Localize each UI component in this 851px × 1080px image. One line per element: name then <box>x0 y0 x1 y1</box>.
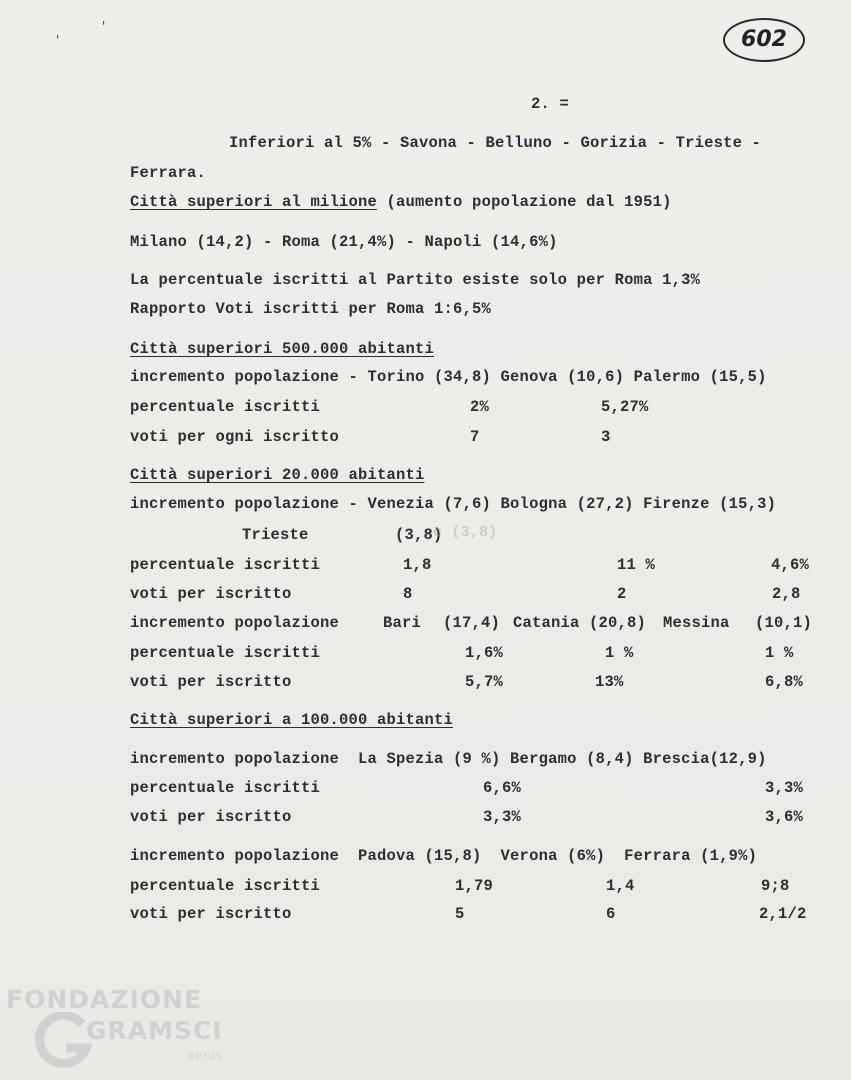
section2-pct-torino: 2% <box>470 398 490 416</box>
section4-heading: Città superiori a 100.000 abitanti <box>130 711 454 729</box>
section3-pct-bologna: 11 % <box>617 556 656 574</box>
section3-votes-label: voti per iscritto <box>130 585 292 603</box>
section3-city-bari: Bari <box>383 614 422 632</box>
section4-pct-padova: 1,79 <box>455 877 494 895</box>
ink-mark: ' <box>100 20 108 34</box>
section2-votes-genova: 3 <box>601 428 611 446</box>
section4-votes-brescia: 3,6% <box>765 808 804 826</box>
section3-votes-firenze: 2,8 <box>772 585 801 603</box>
section4-votes-ferrara: 2,1/2 <box>759 905 807 923</box>
section2-votes-torino: 7 <box>470 428 480 446</box>
section1-heading: Città superiori al milione <box>130 193 378 211</box>
section2-heading: Città superiori 500.000 abitanti <box>130 340 435 358</box>
section2-increment-row: incremento popolazione - Torino (34,8) Genova (10,6) Palermo (15,5) <box>130 368 767 386</box>
section3-value-bari: (17,4) <box>443 614 501 632</box>
section4-votes-verona: 6 <box>606 905 616 923</box>
section4-votes-label: voti per iscritto <box>130 808 292 826</box>
section4-pct-laspezia: 6,6% <box>483 779 522 797</box>
watermark-suffix: onlus <box>188 1049 223 1062</box>
section4-pct-brescia: 3,3% <box>765 779 804 797</box>
section4-increment-row: incremento popolazione La Spezia (9 %) Bergamo (8,4) Brescia(12,9) <box>130 750 767 768</box>
watermark-g-icon <box>34 1012 92 1072</box>
intro-line-1: Inferiori al 5% - Savona - Belluno - Gorizia - Trieste - <box>229 134 762 152</box>
section1-cities: Milano (14,2) - Roma (21,4%) - Napoli (14,6%) <box>130 233 558 251</box>
ink-mark: ' <box>54 34 62 48</box>
section1-percent-line: La percentuale iscritti al Partito esiste solo per Roma 1,3% <box>130 271 701 289</box>
section4-pct-ferrara: 9;8 <box>761 877 790 895</box>
page-header: 2. = <box>531 95 570 113</box>
section1-heading-line <box>130 193 672 211</box>
watermark-line2: GRAMSCI <box>86 1016 223 1045</box>
watermark-line1: FONDAZIONE <box>6 985 203 1014</box>
section4-votes-padova: 5 <box>455 905 465 923</box>
section3-votes-catania: 13% <box>595 673 624 691</box>
section3-votes-bari: 5,7% <box>465 673 504 691</box>
section3-votes-venezia: 8 <box>403 585 413 603</box>
section3-pct-label: percentuale iscritti <box>130 556 321 574</box>
section3-votes-bologna: 2 <box>617 585 627 603</box>
section3-trieste-label: Trieste <box>242 526 309 544</box>
section2-pct-genova: 5,27% <box>601 398 649 416</box>
section3-pct-catania: 1 % <box>605 644 634 662</box>
intro-line-2: Ferrara. <box>130 164 207 182</box>
page-number-circled: 602 <box>723 18 805 62</box>
section3-increment2-label: incremento popolazione <box>130 614 340 632</box>
section4-pct-verona: 1,4 <box>606 877 635 895</box>
section2-votes-label: voti per ogni iscritto <box>130 428 340 446</box>
section3-votes-messina: 6,8% <box>765 673 804 691</box>
section3-pct2-label: percentuale iscritti <box>130 644 321 662</box>
section4-pct2-label: percentuale iscritti <box>130 877 321 895</box>
overstrike-ghost: e (3,8) <box>433 524 498 541</box>
section3-value-messina: (10,1) <box>755 614 813 632</box>
section3-city-messina: Messina <box>663 614 730 632</box>
section3-pct-messina: 1 % <box>765 644 794 662</box>
section4-pct-label: percentuale iscritti <box>130 779 321 797</box>
section3-pct-venezia: 1,8 <box>403 556 432 574</box>
section3-pct-bari: 1,6% <box>465 644 504 662</box>
section3-city-catania: Catania (20,8) <box>513 614 647 632</box>
section3-increment-row: incremento popolazione - Venezia (7,6) Bologna (27,2) Firenze (15,3) <box>130 495 777 513</box>
section1-note: (aumento popolazione dal 1951) <box>377 193 672 211</box>
section3-heading: Città superiori 20.000 abitanti <box>130 466 425 484</box>
section3-votes2-label: voti per iscritto <box>130 673 292 691</box>
section2-pct-label: percentuale iscritti <box>130 398 321 416</box>
section3-pct-firenze: 4,6% <box>771 556 810 574</box>
section4-votes-laspezia: 3,3% <box>483 808 522 826</box>
section4-increment2-row: incremento popolazione Padova (15,8) Verona (6%) Ferrara (1,9%) <box>130 847 758 865</box>
section1-ratio-line: Rapporto Voti iscritti per Roma 1:6,5% <box>130 300 492 318</box>
section3-trieste-value: (3,8) <box>395 526 443 544</box>
section4-votes2-label: voti per iscritto <box>130 905 292 923</box>
